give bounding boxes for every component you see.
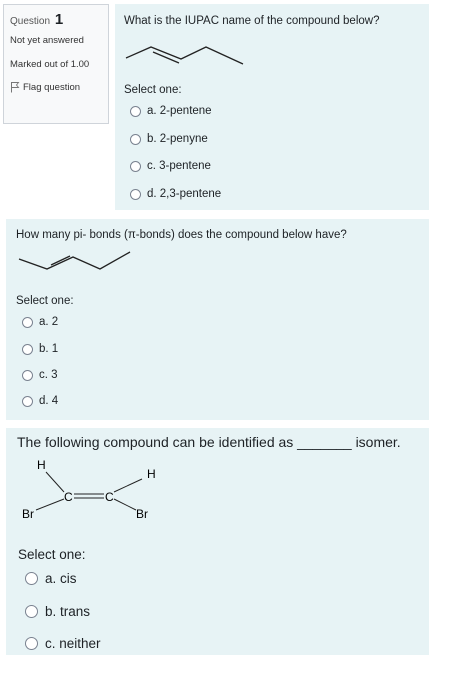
- option-label: b. trans: [45, 604, 91, 619]
- q2-select-one: Select one:: [16, 295, 74, 307]
- q3-structure: [14, 456, 164, 524]
- flag-question-button[interactable]: [10, 81, 102, 93]
- question-1-panel: [115, 4, 429, 210]
- radio-button[interactable]: [130, 161, 141, 172]
- h-right-label: H: [147, 467, 156, 481]
- c-right-label: C: [105, 490, 114, 504]
- option-label: c. 3: [39, 369, 58, 381]
- question-1-text: What is the IUPAC name of the compound below?: [124, 15, 380, 27]
- flag-question-label: Flag question: [23, 81, 81, 93]
- question-2-panel: [6, 219, 429, 420]
- q1-option-a[interactable]: [130, 105, 212, 117]
- q1-option-b[interactable]: [130, 133, 208, 145]
- q3-select-one: Select one:: [18, 547, 86, 562]
- radio-button[interactable]: [22, 370, 33, 381]
- q2-option-c[interactable]: [22, 369, 58, 381]
- radio-button[interactable]: [130, 189, 141, 200]
- h-left-label: H: [37, 458, 46, 472]
- option-label: d. 4: [39, 395, 59, 407]
- radio-button[interactable]: [22, 396, 33, 407]
- option-label: b. 1: [39, 343, 59, 355]
- br-left-label: Br: [22, 507, 34, 521]
- radio-button[interactable]: [22, 344, 33, 355]
- radio-button[interactable]: [22, 317, 33, 328]
- c-left-label: C: [64, 490, 73, 504]
- q1-option-c[interactable]: [130, 160, 211, 172]
- q2-option-d[interactable]: [22, 395, 58, 407]
- q1-option-d[interactable]: [130, 188, 221, 200]
- q2-option-b[interactable]: [22, 343, 58, 355]
- br-right-label: Br: [136, 507, 148, 521]
- bond-h-c: [46, 472, 64, 492]
- radio-button[interactable]: [25, 605, 38, 618]
- question-number-value: 1: [54, 11, 64, 28]
- question-3-text: The following compound can be identified as _______ isomer.: [17, 434, 401, 450]
- question-2-text: How many pi- bonds (π-bonds) does the compound below have?: [16, 229, 347, 241]
- q2-skeletal-structure: [15, 247, 133, 275]
- bond-br-c: [36, 499, 64, 510]
- q2-option-a[interactable]: [22, 316, 58, 328]
- option-label: a. 2-pentene: [147, 105, 212, 117]
- radio-button[interactable]: [25, 637, 38, 650]
- option-label: a. cis: [45, 571, 77, 586]
- question-number: [10, 11, 102, 28]
- question-3-panel: [6, 428, 429, 655]
- flag-icon: [10, 81, 20, 93]
- option-label: a. 2: [39, 316, 59, 328]
- bond-c-h: [114, 479, 142, 492]
- radio-button[interactable]: [25, 572, 38, 585]
- q3-option-b[interactable]: [25, 604, 90, 619]
- question-mark: Marked out of 1.00: [10, 59, 90, 70]
- question-label: Question: [10, 16, 51, 27]
- option-label: c. neither: [45, 636, 101, 651]
- bond-c-br: [114, 499, 136, 510]
- question-state: Not yet answered: [10, 35, 84, 46]
- radio-button[interactable]: [130, 106, 141, 117]
- option-label: b. 2-penyne: [147, 133, 208, 145]
- question-info: [3, 4, 109, 124]
- radio-button[interactable]: [130, 134, 141, 145]
- q3-option-c[interactable]: [25, 636, 101, 651]
- q1-select-one: Select one:: [124, 84, 182, 96]
- option-label: d. 2,3-pentene: [147, 188, 222, 200]
- q3-option-a[interactable]: [25, 571, 77, 586]
- q1-skeletal-structure: [124, 39, 246, 67]
- option-label: c. 3-pentene: [147, 160, 211, 172]
